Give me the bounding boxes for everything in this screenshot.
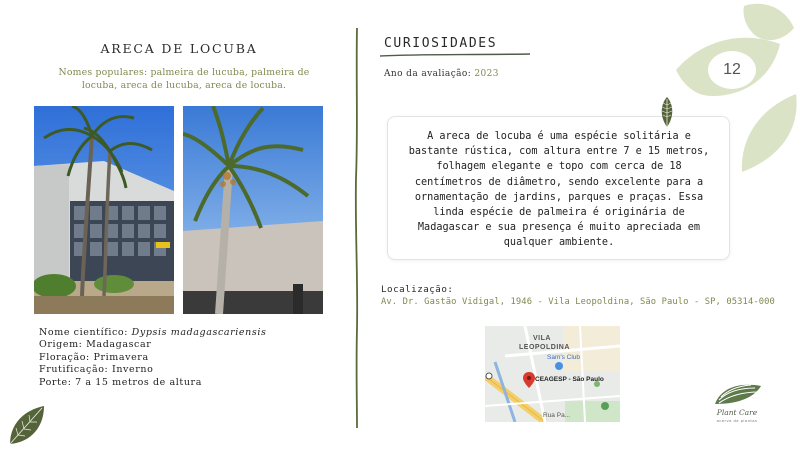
map-street-label: Rua Pa... [543, 412, 571, 419]
heading-underline [380, 52, 530, 58]
origin-row: Origem: Madagascar [39, 339, 152, 351]
map-store-label: Sam's Club [547, 354, 581, 361]
scientific-name-value: Dypsis madagascariensis [131, 327, 267, 338]
leaf-icon [659, 97, 675, 129]
building-palm-photo [34, 106, 174, 314]
map-district-line1: VILA [533, 335, 551, 342]
flowering-row: Floração: Primavera [39, 351, 149, 363]
brand-name: Plant Care [716, 408, 758, 417]
species-title: ARECA DE LOCUBA [100, 41, 258, 56]
palm-closeup-photo [183, 106, 323, 314]
scientific-name-label: Nome científico: [39, 327, 132, 338]
vertical-divider [351, 28, 363, 428]
map-district-line2: LEOPOLDINA [519, 344, 570, 351]
size-row: Porte: 7 a 15 metros de altura [39, 376, 202, 388]
evaluation-year [384, 69, 499, 79]
curiosities-text: A areca de locuba é uma espécie solitária e bastante rústica, com altura entre 7 e 15 metros, folhagem elegante e topo com cerca de 18 centímetros de diâmetro, sendo excelente para a ornamentação de jardins, parques e praças. Essa linda espécie de palmeira é originária de Madagascar e sua presença é muito apreciada em qualquer ambiente. [408, 131, 710, 249]
curiosities-heading: CURIOSIDADES [384, 36, 498, 51]
location-address[interactable]: Av. Dr. Gastão Vidigal, 1946 - Vila Leopoldina, São Paulo - SP, 05314-000 [381, 297, 775, 307]
species-details [39, 327, 266, 389]
leaf-corner-decoration [8, 404, 46, 446]
popular-names: Nomes populares: palmeira de lucuba, palmeira de locuba, areca de lucuba, areca de locuba. [58, 67, 310, 91]
year-value: 2023 [474, 69, 499, 79]
year-label: Ano da avaliação: [384, 69, 475, 79]
fruiting-row: Frutificação: Inverno [39, 364, 154, 376]
brand-tagline: acerva de plantas [716, 418, 758, 423]
location-map[interactable] [485, 326, 620, 422]
location-label: Localização: [381, 284, 454, 295]
scientific-name-row [39, 327, 266, 339]
leaf-cluster-decoration [672, 0, 800, 180]
map-pin-label: CEAGESP - São Paulo [535, 376, 604, 383]
page-number: 12 [708, 51, 756, 89]
